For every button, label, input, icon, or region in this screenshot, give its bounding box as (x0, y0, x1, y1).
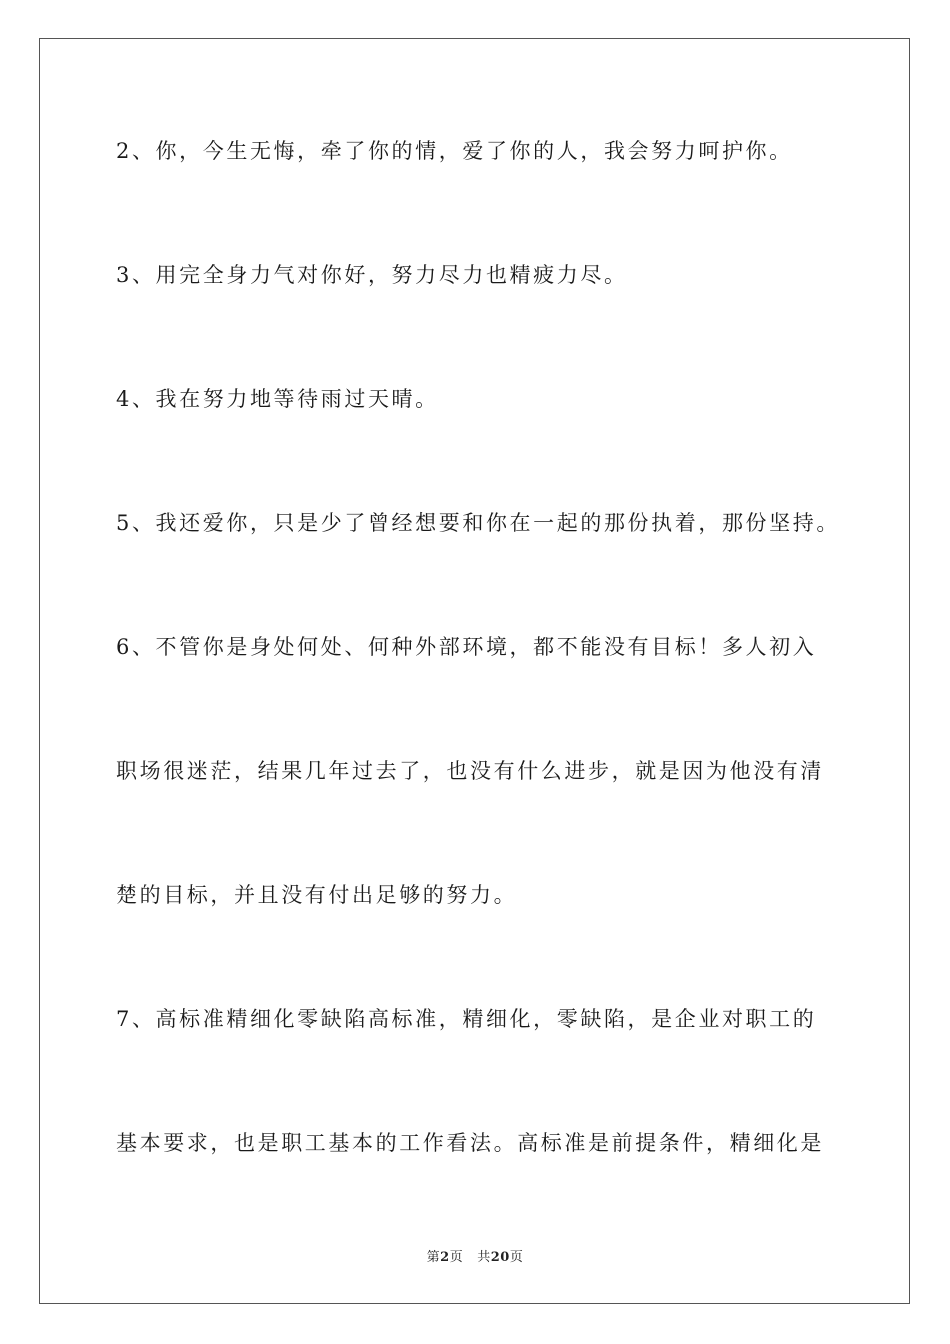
footer-total-pages: 20 (490, 1250, 510, 1265)
text-line-9: 基本要求，也是职工基本的工作看法。高标准是前提条件，精细化是 (116, 1131, 824, 1155)
page-footer (0, 1246, 950, 1265)
text-line-4: 5、我还爱你，只是少了曾经想要和你在一起的那份执着，那份坚持。 (116, 511, 840, 535)
text-line-6: 职场很迷茫，结果几年过去了，也没有什么进步，就是因为他没有清 (116, 759, 824, 783)
text-line-7: 楚的目标，并且没有付出足够的努力。 (116, 883, 518, 907)
footer-total-prefix: 共 (477, 1250, 491, 1265)
text-line-1: 2、你，今生无悔，牵了你的情，爱了你的人，我会努力呵护你。 (116, 139, 793, 163)
page-border (39, 38, 910, 1304)
footer-page-number: 2 (440, 1250, 450, 1265)
text-line-8: 7、高标准精细化零缺陷高标准，精细化，零缺陷，是企业对职工的 (116, 1007, 817, 1031)
text-line-2: 3、用完全身力气对你好，努力尽力也精疲力尽。 (116, 263, 628, 287)
footer-total-suffix: 页 (509, 1250, 524, 1265)
text-line-5: 6、不管你是身处何处、何种外部环境，都不能没有目标！多人初入 (116, 635, 817, 659)
text-line-3: 4、我在努力地等待雨过天晴。 (116, 387, 439, 411)
footer-page-prefix: 第 (426, 1250, 441, 1265)
footer-page-suffix: 页 (449, 1250, 464, 1265)
